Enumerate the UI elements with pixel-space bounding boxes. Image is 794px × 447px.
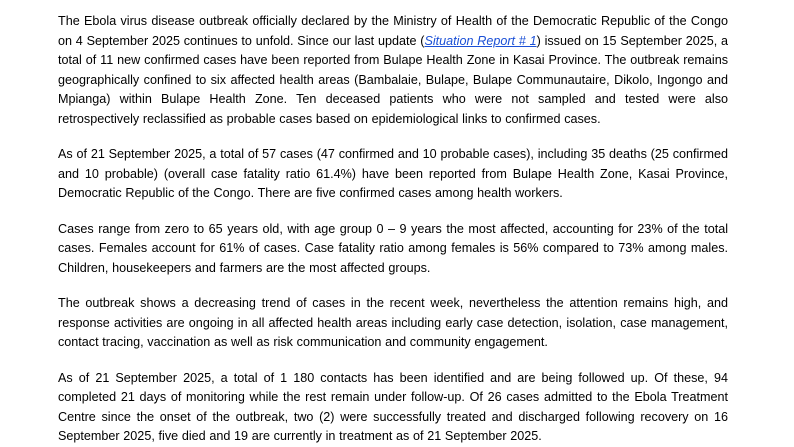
paragraph-text: As of 21 September 2025, a total of 57 cases (47 confirmed and 10 probable cases), including 35 deaths (25 confirmed and 10 probable) (overall case fatality ratio 61.4%) have been reported from Bulape Health Zone, Kasai Province, Democratic Republic of the Congo. There are five confirmed cases among health workers. xyxy=(58,147,728,200)
paragraph-text: The outbreak shows a decreasing trend of cases in the recent week, nevertheless the attention remains high, and response activities are ongoing in all affected health areas including early case detection, isolation, case management, contact tracing, vaccination as well as risk communication and community engagement. xyxy=(58,296,728,349)
paragraph-1 xyxy=(58,12,728,129)
paragraph-text: The Ebola virus disease outbreak officially declared by the Ministry of Health of the Democratic Republic of the Congo on 4 September 2025 continues to unfold. Since our last update ( xyxy=(58,14,728,48)
paragraph-text: ) issued on 15 September 2025, a total of 11 new confirmed cases have been reported from Bulape Health Zone in Kasai Province. The outbreak remains geographically confined to six affected health areas (Bambalaie, Bulape, Bulape Communautaire, Dikolo, Ingongo and Mpianga) within Bulape Health Zone. Ten deceased patients who were not sampled and tested were also retrospectively reclassified as probable cases based on epidemiological links to confirmed cases. xyxy=(58,33,728,126)
paragraph-text: Cases range from zero to 65 years old, with age group 0 – 9 years the most affected, accounting for 23% of the total cases. Females account for 61% of cases. Case fatality ratio among females is 56% compared to 73% among males. Children, housekeepers and farmers are the most affected groups. xyxy=(58,221,728,275)
situation-report-link[interactable]: Situation Report # 1 xyxy=(424,33,537,48)
paragraph-4 xyxy=(58,294,728,353)
paragraph-2 xyxy=(58,145,728,204)
paragraph-5 xyxy=(58,369,728,447)
paragraph-3 xyxy=(58,220,728,279)
paragraph-text: As of 21 September 2025, a total of 1 180 contacts has been identified and are being followed up. Of these, 94 completed 21 days of monitoring while the rest remain under follow-up. Of 26 cases admitted to the Ebola Treatment Centre since the onset of the outbreak, two (2) were successfully treated and discharged following recovery on 16 September 2025, five died and 19 are currently in treatment as of 21 September 2025. xyxy=(58,370,728,443)
